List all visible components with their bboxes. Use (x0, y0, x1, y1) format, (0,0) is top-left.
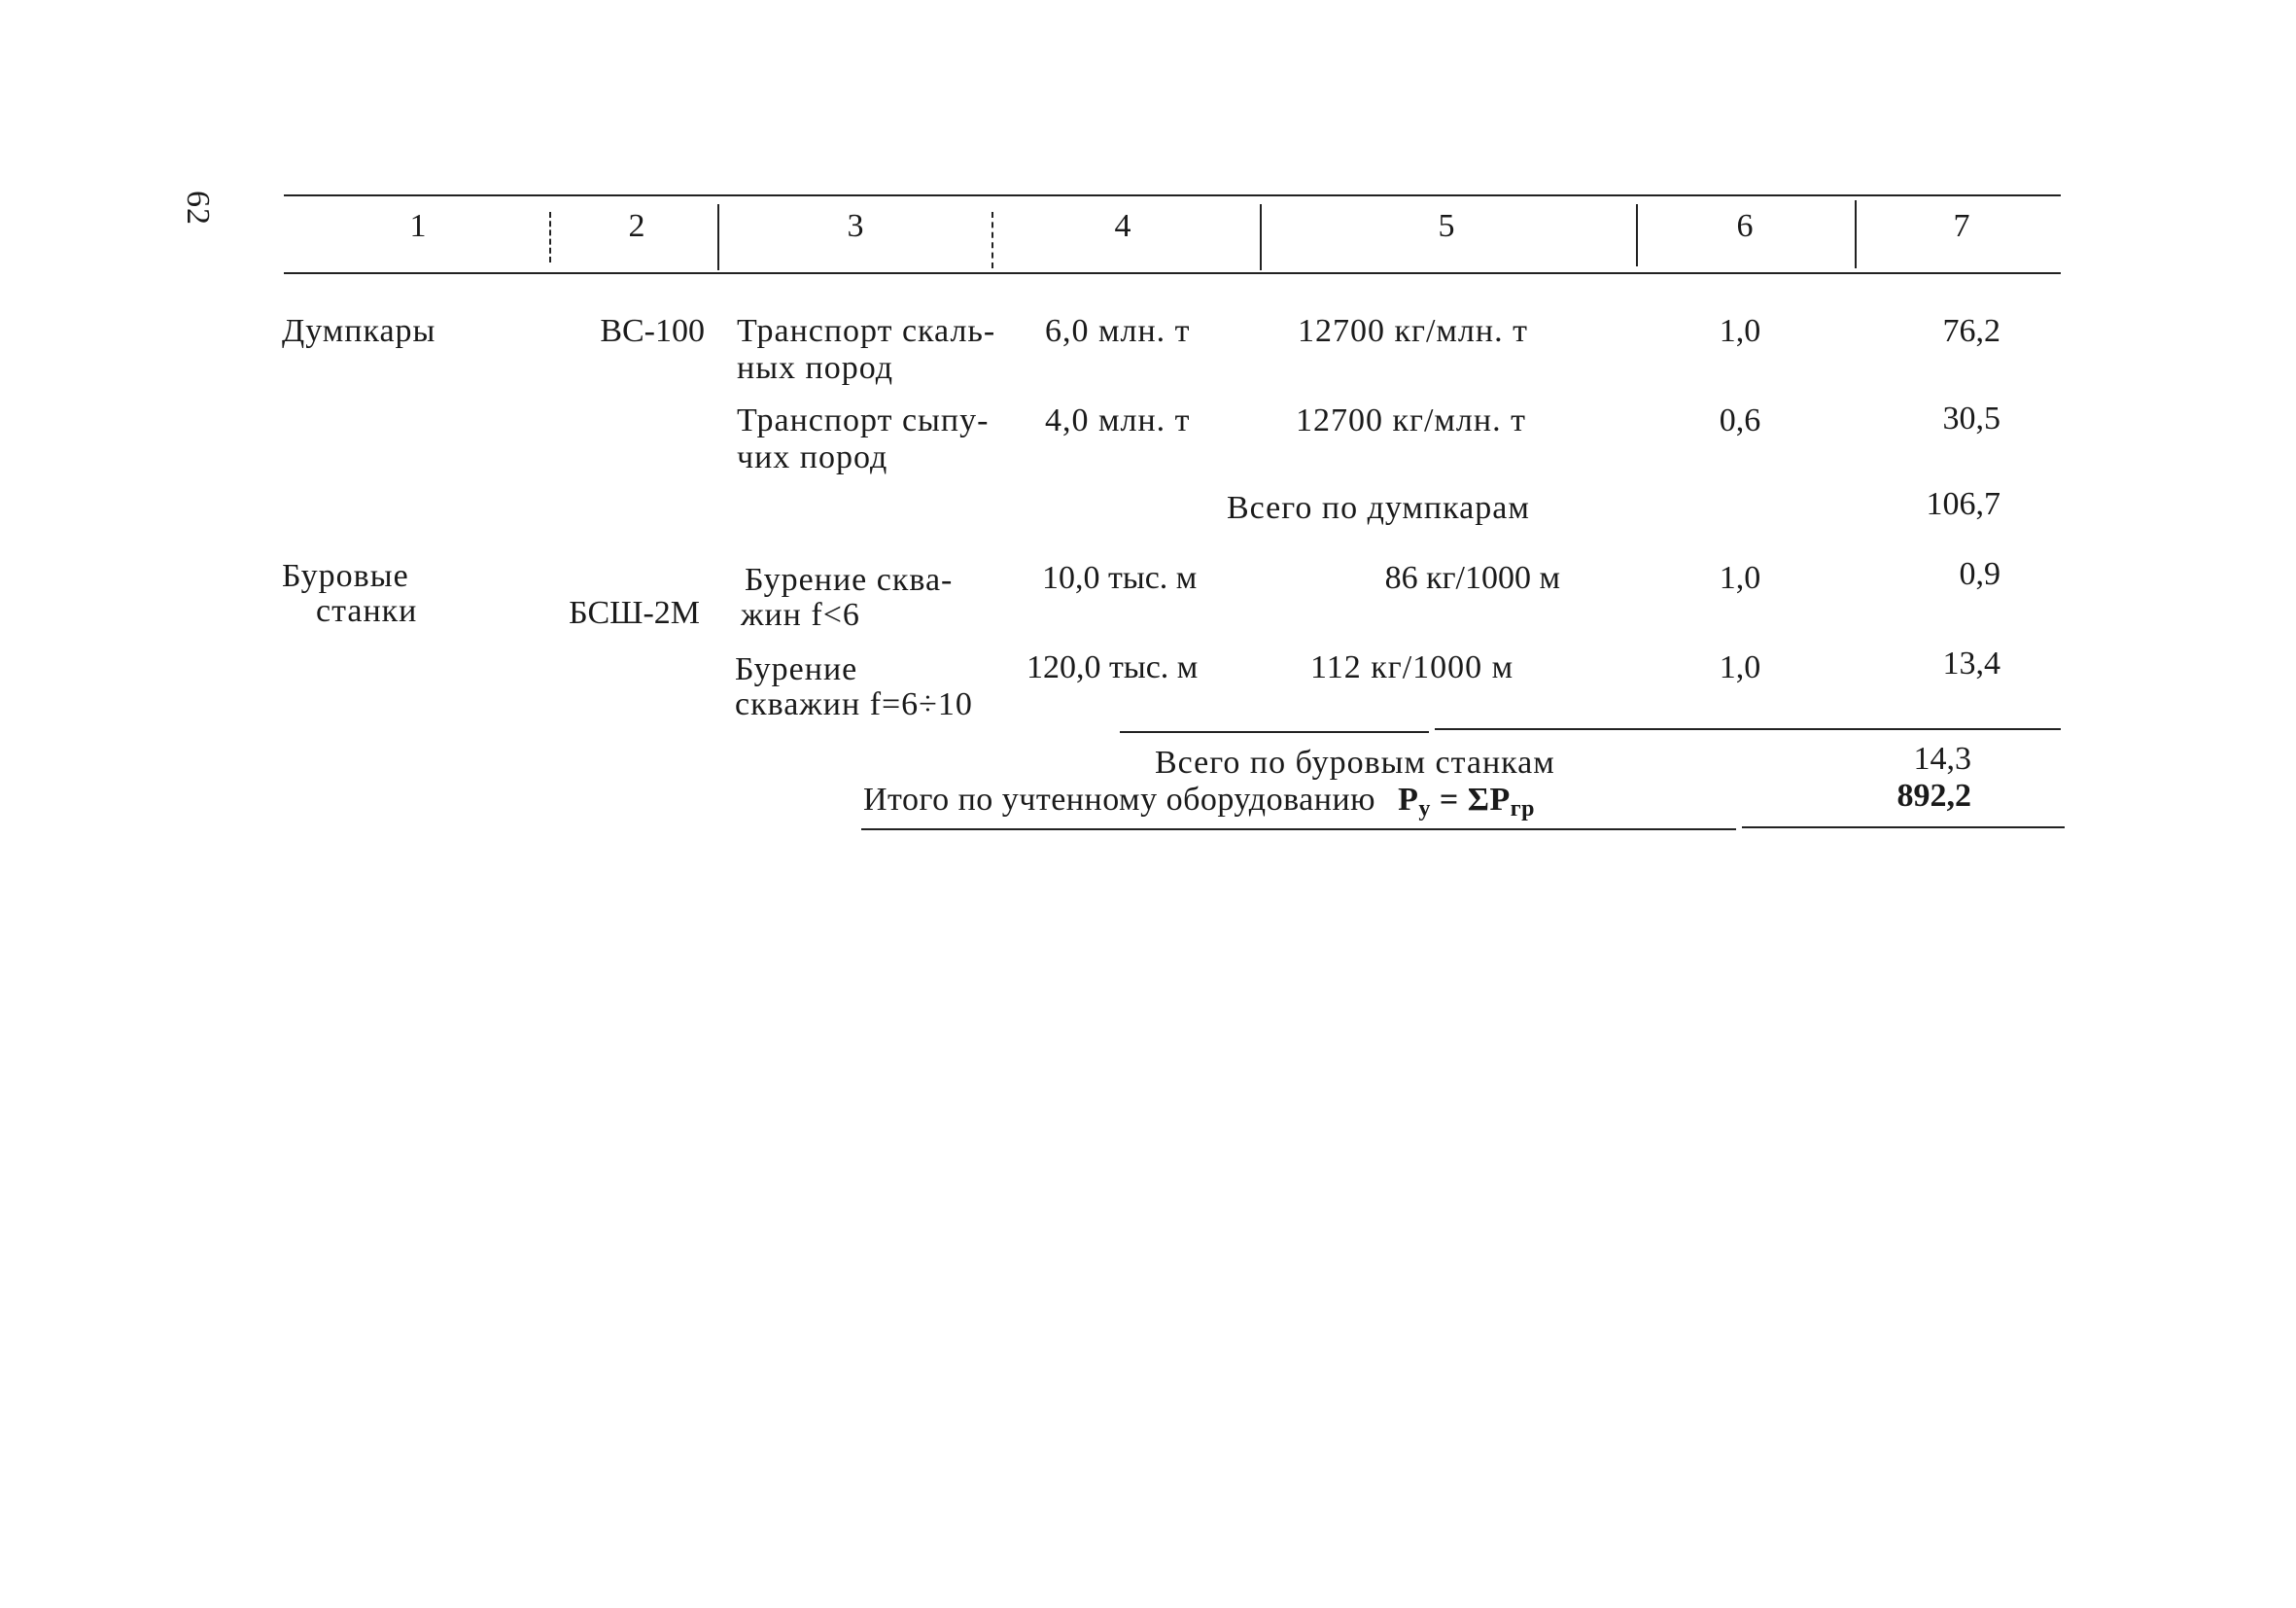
work-type-line: скважин f=6÷10 (735, 686, 973, 722)
equipment-name-dumpcars: Думпкары (282, 313, 436, 349)
formula-lhs: P (1398, 782, 1419, 818)
grand-total-value: 892,2 (1896, 778, 1971, 814)
subtotal-value-dumpcars: 106,7 (1926, 486, 2000, 522)
work-type-line: жин f<6 (741, 597, 860, 633)
formula-lhs-subscript: у (1418, 796, 1431, 821)
coef-cell: 1,0 (1719, 560, 1761, 596)
work-type-line: Транспорт сыпу- (737, 402, 990, 438)
subtotal-label-dumpcars: Всего по думпкарам (1227, 490, 1530, 526)
table-top-rule (284, 194, 2061, 196)
header-bottom-rule (284, 272, 2061, 274)
value-cell: 13,4 (1942, 646, 2000, 682)
grand-total-text: Итого по учтенному оборудованию (863, 782, 1376, 818)
model-bsh2m: БСШ-2М (569, 595, 700, 631)
header-col-7: 7 (1953, 208, 1970, 244)
volume-cell: 6,0 млн. т (1045, 313, 1191, 349)
header-separator-3 (991, 212, 993, 268)
value-cell: 0,9 (1959, 556, 2000, 592)
formula-equals-sum: = ΣP (1439, 782, 1511, 818)
volume-cell: 4,0 млн. т (1045, 402, 1191, 438)
norm-cell: 12700 кг/млн. т (1298, 313, 1528, 349)
norm-cell: 86 кг/1000 м (1384, 560, 1560, 596)
volume-cell: 120,0 тыс. м (1026, 649, 1199, 685)
header-separator-2 (717, 204, 719, 270)
volume-cell: 10,0 тыс. м (1042, 560, 1198, 596)
grand-total-formula (1398, 782, 1535, 821)
equipment-name-drilling-rigs: станки (316, 593, 418, 629)
subtotal-label-drilling: Всего по буровым станкам (1155, 745, 1555, 781)
header-col-6: 6 (1736, 208, 1754, 244)
subtotal-value-drilling: 14,3 (1913, 741, 1971, 777)
coef-cell: 1,0 (1719, 649, 1761, 685)
work-type-line: Бурение сква- (745, 562, 954, 598)
header-separator-6 (1855, 200, 1857, 268)
norm-cell: 12700 кг/млн. т (1296, 402, 1526, 438)
header-separator-1 (549, 212, 551, 262)
equipment-name-drilling-rigs: Буровые (282, 558, 409, 594)
page-number: 62 (180, 191, 216, 226)
formula-rhs-subscript: гр (1510, 796, 1535, 821)
model-vs100: ВС-100 (600, 313, 705, 349)
header-separator-4 (1260, 204, 1262, 270)
header-col-1: 1 (409, 208, 427, 244)
table-bottom-rule (861, 828, 1736, 830)
coef-cell: 1,0 (1719, 313, 1761, 349)
work-type-line: ных пород (737, 350, 894, 386)
header-col-4: 4 (1114, 208, 1131, 244)
header-separator-5 (1636, 204, 1638, 266)
header-col-2: 2 (628, 208, 645, 244)
work-type-line: чих пород (737, 439, 888, 475)
subtotal-rule (1120, 731, 1429, 733)
work-type-line: Транспорт скаль- (737, 313, 996, 349)
header-col-3: 3 (847, 208, 864, 244)
coef-cell: 0,6 (1719, 402, 1761, 438)
subtotal-rule (1435, 728, 2061, 730)
table-bottom-rule (1742, 826, 2065, 828)
value-cell: 30,5 (1942, 401, 2000, 437)
value-cell: 76,2 (1942, 313, 2000, 349)
norm-cell: 112 кг/1000 м (1310, 649, 1514, 685)
grand-total-label (863, 782, 1535, 827)
header-col-5: 5 (1438, 208, 1455, 244)
work-type-line: Бурение (735, 651, 858, 687)
